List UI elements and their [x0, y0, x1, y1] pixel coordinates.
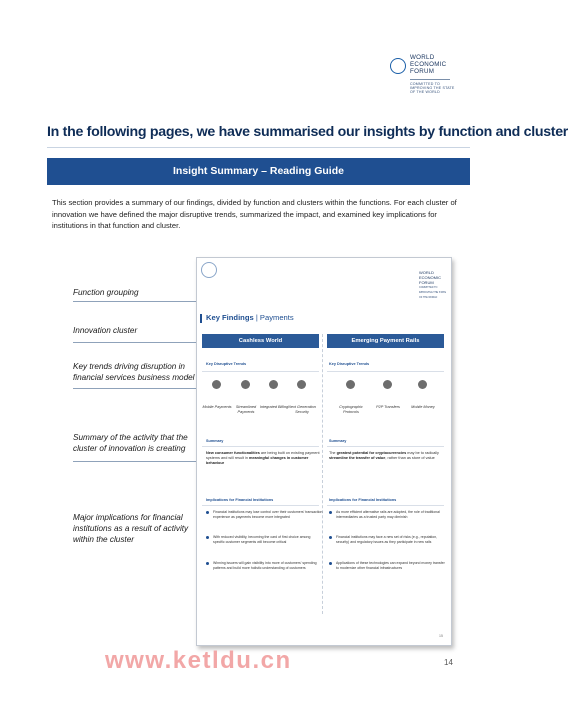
- summary-text: The: [329, 451, 337, 455]
- key-findings-title: [206, 313, 294, 322]
- section-rule: [202, 371, 319, 372]
- summary-bold: streamline the transfer of value: [329, 456, 386, 460]
- implications-label: Implications for Financial Institutions: [206, 498, 274, 502]
- mini-logo-name: WORLD: [419, 270, 434, 275]
- title-divider: [47, 147, 470, 148]
- cluster-header-emerging-rails: Emerging Payment Rails: [327, 334, 444, 348]
- bullet-icon: [329, 511, 332, 514]
- key-findings-sep: |: [255, 313, 260, 322]
- mini-logo-tagline: COMMITTED TO: [419, 286, 438, 289]
- logo-divider: [410, 79, 450, 80]
- wef-globe-icon: [390, 58, 406, 74]
- mobile-money-icon: [418, 380, 427, 389]
- summary-bold: meaningful changes in customer behaviour: [206, 456, 309, 465]
- trends-label: Key Disruptive Trends: [329, 362, 370, 366]
- trend-label: Streamlined Payments: [235, 405, 257, 414]
- implication-text: With reduced visibility, becoming the card of first choice among specific customer segments will become critical: [213, 535, 311, 544]
- annotation-summary: Summary of the activity that the cluster of innovation is creating: [73, 433, 188, 453]
- section-rule: [327, 446, 444, 447]
- trend-label: Mobile Payments: [202, 405, 232, 409]
- next-gen-security-icon: [297, 380, 306, 389]
- implication-text: As more efficient alternative rails are adopted, the role of traditional intermediaries as a trusted party may diminish: [336, 510, 440, 519]
- section-banner: Insight Summary – Reading Guide: [47, 158, 470, 185]
- cluster-header-cashless: Cashless World: [202, 334, 319, 348]
- mini-page-number: 15: [439, 634, 443, 638]
- annotation-implications: Major implications for financial institutions as a result of activity within the cluster: [73, 513, 189, 544]
- streamlined-payments-icon: [241, 380, 250, 389]
- logo-tagline-line: COMMITTED TO: [410, 81, 441, 86]
- annotation-line: [73, 461, 199, 462]
- watermark: www.ketldu.cn: [105, 647, 292, 674]
- trend-label: Integrated Billing: [259, 405, 289, 409]
- trends-label: Key Disruptive Trends: [206, 362, 247, 366]
- logo-tagline-line: IMPROVING THE STATE: [410, 86, 455, 91]
- annotation-function-grouping: Function grouping: [73, 288, 139, 297]
- mini-logo-tagline: OF THE WORLD: [419, 295, 438, 299]
- bullet-icon: [329, 536, 332, 539]
- intro-paragraph: This section provides a summary of our findings, divided by function and clusters within the functions. For each cluster of innovation we have defined the major disruptive trends, summarized the impact, and examined key implications for institutions in that function and cluster.: [52, 198, 457, 230]
- summary-text: may be to radically: [406, 451, 439, 455]
- bullet-icon: [206, 562, 209, 565]
- annotation-line: [73, 301, 199, 302]
- implication-item: [329, 561, 446, 570]
- implication-item: [206, 510, 323, 519]
- section-rule: [327, 505, 444, 506]
- p2p-transfers-icon: [383, 380, 392, 389]
- page-number: 14: [444, 658, 453, 667]
- implication-item: [206, 535, 323, 544]
- globe-seal-icon: [201, 262, 217, 278]
- summary-label: Summary: [206, 439, 224, 443]
- page-title: In the following pages, we have summarised our insights by function and cluster: [47, 124, 568, 140]
- implication-item: [206, 561, 323, 570]
- cluster-summary: [206, 451, 321, 466]
- mini-logo-name: ECONOMIC: [419, 275, 441, 280]
- section-rule: [202, 446, 319, 447]
- mini-wef-logo: [419, 270, 447, 300]
- implications-label: Implications for Financial Institutions: [329, 498, 397, 502]
- mobile-payments-icon: [212, 380, 221, 389]
- embedded-page-preview: [196, 257, 452, 646]
- implication-text: Applications of these technologies can expand beyond money transfer to modernize other financial infrastructures: [336, 561, 445, 570]
- cryptographic-protocols-icon: [346, 380, 355, 389]
- logo-name-line: FORUM: [410, 68, 435, 76]
- function-name: Payments: [259, 313, 294, 322]
- trend-label: Cryptographic Protocols: [339, 405, 363, 414]
- logo-name-line: WORLD: [410, 54, 435, 61]
- summary-bold: New consumer functionalities: [206, 451, 260, 455]
- bullet-icon: [206, 511, 209, 514]
- trend-label: Next Generation Security: [288, 405, 316, 414]
- mini-logo-tagline: IMPROVING THE STATE: [419, 290, 447, 294]
- annotation-key-trends: Key trends driving disruption in financial services business model: [73, 362, 195, 382]
- trend-label: P2P Transfers: [376, 405, 400, 409]
- implication-text: Financial institutions may lose control over their customers' transaction experience as payments become more integrated: [213, 510, 323, 519]
- annotation-innovation-cluster: Innovation cluster: [73, 326, 138, 335]
- bullet-icon: [329, 562, 332, 565]
- key-findings-accent: [200, 314, 202, 323]
- mini-logo-name: FORUM: [419, 280, 434, 285]
- key-findings-label: Key Findings: [206, 313, 254, 322]
- section-rule: [202, 505, 319, 506]
- implication-text: Winning issuers will gain visibility into more of customers' spending patterns and build more holistic understanding of customers: [213, 561, 317, 570]
- section-rule: [327, 371, 444, 372]
- summary-text: , rather than as store of value: [385, 456, 435, 460]
- implication-item: [329, 535, 446, 544]
- annotation-line: [73, 388, 199, 389]
- logo-tagline-line: OF THE WORLD: [410, 90, 440, 95]
- summary-bold: greatest potential for cryptocurrencies: [336, 451, 407, 455]
- wef-logo: [410, 54, 472, 95]
- column-divider: [322, 334, 323, 614]
- bullet-icon: [206, 536, 209, 539]
- implication-text: Financial institutions may face a new set of risks (e.g., reputation, security) and regulatory issues as they participate in new rails: [336, 535, 438, 544]
- integrated-billing-icon: [269, 380, 278, 389]
- summary-label: Summary: [329, 439, 347, 443]
- logo-name-line: ECONOMIC: [410, 61, 447, 69]
- cluster-summary: [329, 451, 444, 461]
- annotation-line: [73, 342, 199, 343]
- trend-label: Mobile Money: [411, 405, 435, 409]
- implication-item: [329, 510, 446, 519]
- summary-text: are being built on existing payment systems and will result in: [206, 451, 320, 460]
